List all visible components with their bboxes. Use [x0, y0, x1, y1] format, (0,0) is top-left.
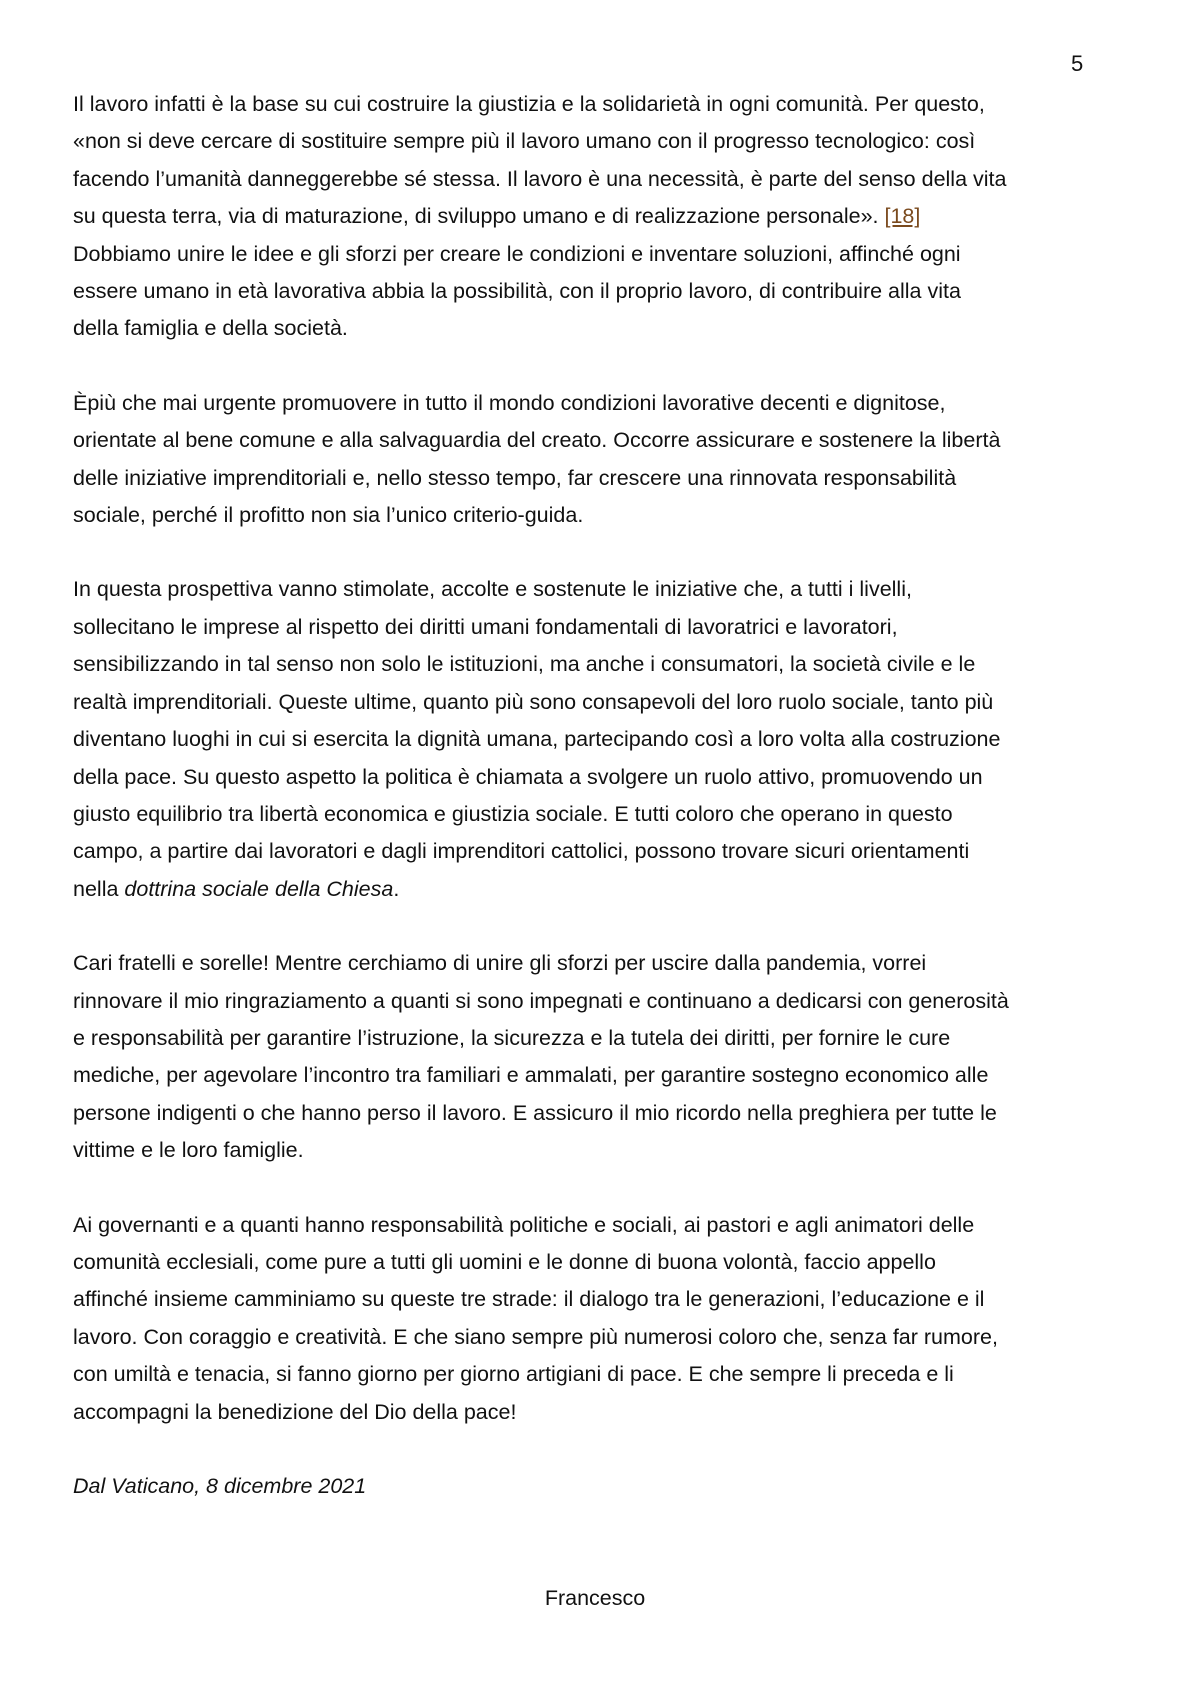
text-line-with-emphasis	[73, 871, 1133, 908]
text-segment: su questa terra, via di maturazione, di sviluppo umano e di realizzazione personale».	[73, 204, 879, 229]
text-line: sensibilizzando in tal senso non solo le istituzioni, ma anche i consumatori, la società civile e le	[73, 652, 976, 677]
document-body	[73, 86, 1133, 1468]
text-line: facendo l’umanità danneggerebbe sé stessa. Il lavoro è una necessità, è parte del senso della vita	[73, 166, 1007, 191]
text-line: campo, a partire dai lavoratori e dagli imprenditori cattolici, possono trovare sicuri orientamenti	[73, 839, 970, 864]
text-line: giusto equilibrio tra libertà economica e giustizia sociale. E tutti coloro che operano in questo	[73, 801, 953, 826]
text-line: essere umano in età lavorativa abbia la possibilità, con il proprio lavoro, di contribuire alla vita	[73, 279, 961, 304]
paragraph-appeal	[73, 1207, 1133, 1431]
page-number: 5	[1071, 51, 1084, 76]
text-line: orientate al bene comune e alla salvaguardia del creato. Occorre assicurare e sostenere la libertà	[73, 428, 1001, 453]
text-line: con umiltà e tenacia, si fanno giorno per giorno artigiani di pace. E che sempre li preceda e li	[73, 1362, 954, 1387]
emphasis-text: dottrina sociale della Chiesa	[124, 876, 394, 901]
text-line: Dobbiamo unire le idee e gli sforzi per creare le condizioni e inventare soluzioni, affinché ogni	[73, 241, 961, 266]
text-line: delle iniziative imprenditoriali e, nello stesso tempo, far crescere una rinnovata responsabilità	[73, 465, 957, 490]
paragraph-initiatives	[73, 571, 1133, 908]
paragraph-work	[73, 86, 1133, 348]
text-line: accompagni la benedizione del Dio della pace!	[73, 1399, 517, 1424]
dateline: Dal Vaticano, 8 dicembre 2021	[73, 1474, 367, 1498]
paragraph-thanks	[73, 945, 1133, 1169]
paragraph-decent-work	[73, 385, 1133, 535]
signature: Francesco	[544, 1586, 646, 1610]
text-line: vittime e le loro famiglie.	[73, 1138, 304, 1163]
text-line: sollecitano le imprese al rispetto dei diritti umani fondamentali di lavoratrici e lavoratori,	[73, 614, 898, 639]
text-line: «non si deve cercare di sostituire sempre più il lavoro umano con il progresso tecnologico: così	[73, 129, 976, 154]
text-line: affinché insieme camminiamo su queste tre strade: il dialogo tra le generazioni, l’educazione e il	[73, 1287, 985, 1312]
text-segment: .	[393, 876, 400, 901]
text-line: sociale, perché il profitto non sia l’unico criterio-guida.	[73, 503, 584, 528]
text-line: rinnovare il mio ringraziamento a quanti si sono impegnati e continuano a dedicarsi con generosità	[73, 988, 1009, 1013]
text-segment: nella	[73, 876, 125, 901]
text-line: diventano luoghi in cui si esercita la dignità umana, partecipando così a loro volta alla costruzione	[73, 727, 1001, 752]
text-line: Ai governanti e a quanti hanno responsabilità politiche e sociali, ai pastori e agli animatori delle	[73, 1212, 975, 1237]
text-line: realtà imprenditoriali. Queste ultime, quanto più sono consapevoli del loro ruolo sociale, tanto più	[73, 689, 994, 714]
text-line: persone indigenti o che hanno perso il lavoro. E assicuro il mio ricordo nella preghiera per tutte le	[73, 1100, 997, 1125]
text-line: Il lavoro infatti è la base su cui costruire la giustizia e la solidarietà in ogni comunità. Per questo,	[73, 92, 985, 116]
text-line: e responsabilità per garantire l’istruzione, la sicurezza e la tutela dei diritti, per fornire le cure	[73, 1025, 951, 1050]
footnote-link-18[interactable]: [18]	[884, 204, 921, 229]
text-line: della famiglia e della società.	[73, 316, 348, 341]
text-line: Cari fratelli e sorelle! Mentre cerchiamo di unire gli sforzi per uscire dalla pandemia, vorrei	[73, 951, 927, 976]
text-line: comunità ecclesiali, come pure a tutti gli uomini e le donne di buona volontà, faccio appello	[73, 1249, 936, 1274]
text-line: Èpiù che mai urgente promuovere in tutto il mondo condizioni lavorative decenti e dignitose,	[73, 390, 946, 415]
text-line: In questa prospettiva vanno stimolate, accolte e sostenute le iniziative che, a tutti i livelli,	[73, 577, 912, 602]
text-line: della pace. Su questo aspetto la politica è chiamata a svolgere un ruolo attivo, promuovendo un	[73, 764, 983, 789]
text-line-with-note	[73, 198, 1133, 235]
text-line: lavoro. Con coraggio e creatività. E che siano sempre più numerosi coloro che, senza far rumore,	[73, 1324, 998, 1349]
text-line: mediche, per agevolare l’incontro tra familiari e ammalati, per garantire sostegno economico alle	[73, 1063, 989, 1088]
